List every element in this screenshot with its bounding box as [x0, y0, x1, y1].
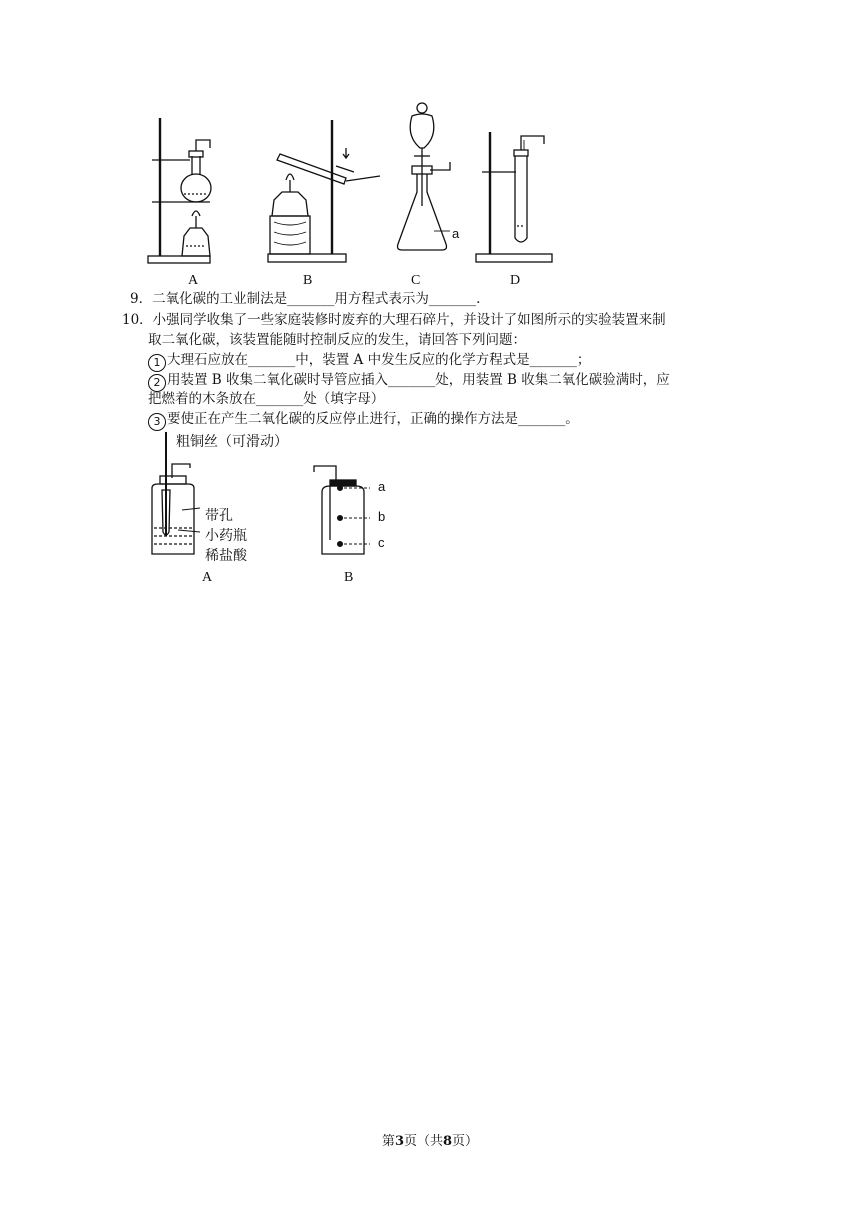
- footer-total-pages: 8: [443, 1134, 453, 1149]
- footer-suffix: 页）: [452, 1134, 479, 1149]
- label-a: A: [188, 273, 199, 288]
- question-10-part1: [148, 350, 590, 372]
- question-10-line1: 10．小强同学收集了一些家庭装修时废弃的大理石碎片，并设计了如图所示的实验装置来制: [122, 312, 666, 328]
- question-10-part3: [148, 409, 579, 431]
- question-9: 9．二氧化碳的工业制法是_______用方程式表示为_______.: [130, 291, 481, 307]
- point-c-label: c: [378, 535, 385, 550]
- device-a-figure: [148, 432, 208, 560]
- footer-page-number: 3: [394, 1134, 404, 1149]
- label-b: B: [303, 273, 313, 288]
- device-b-label: B: [344, 570, 354, 585]
- device-b-figure: [308, 460, 388, 560]
- point-a-label: a: [378, 479, 386, 494]
- question-10-line2: 取二氧化碳，该装置能随时控制反应的发生，请回答下列问题：: [148, 332, 526, 348]
- apparatus-c-marker-a: a: [452, 226, 460, 241]
- copper-wire-label: 粗铜丝（可滑动）: [176, 433, 288, 449]
- part1-text: 大理石应放在_______中，装置 A 中发生反应的化学方程式是_______；: [167, 352, 591, 368]
- acid-label: 稀盐酸: [205, 547, 247, 563]
- label-c: C: [411, 273, 421, 288]
- apparatus-figure: [140, 96, 570, 272]
- question-10-part2-cont: 把燃着的木条放在_______处（填字母）: [148, 391, 385, 407]
- point-b-label: b: [378, 509, 386, 524]
- circled-number-1: 1: [148, 354, 166, 372]
- vial-label-1: 带孔: [205, 507, 233, 523]
- apparatus-d: [476, 132, 552, 262]
- apparatus-a: [148, 118, 211, 263]
- apparatus-c: [398, 103, 451, 250]
- footer-mid: 页（共: [403, 1134, 443, 1149]
- part2-text: 用装置 B 收集二氧化碳时导管应插入_______处，用装置 B 收集二氧化碳验满时，应: [167, 372, 670, 388]
- footer-prefix: 第: [381, 1134, 395, 1149]
- part3-text: 要使正在产生二氧化碳的反应停止进行，正确的操作方法是_______。: [167, 411, 579, 427]
- label-d: D: [510, 273, 521, 288]
- device-a-label: A: [202, 570, 213, 585]
- apparatus-b: [268, 120, 380, 262]
- vial-label-2: 小药瓶: [205, 527, 247, 543]
- circled-number-3: 3: [148, 413, 166, 431]
- circled-number-2: 2: [148, 374, 166, 392]
- page-footer: [0, 1130, 860, 1149]
